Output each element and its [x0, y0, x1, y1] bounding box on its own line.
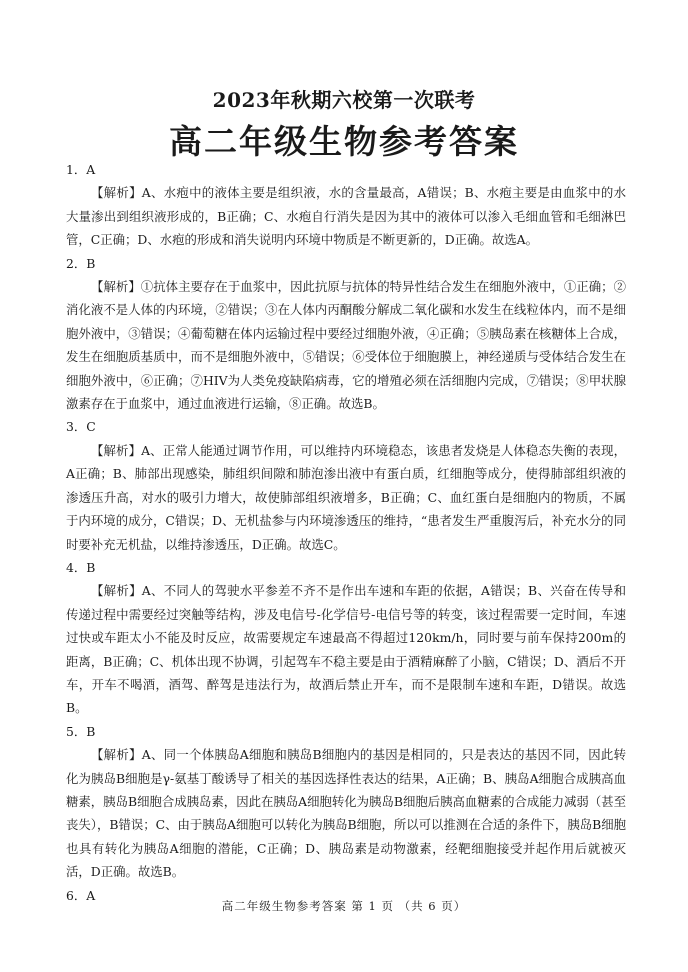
- question-1: [66, 158, 626, 252]
- exam-subtitle: 2023年秋期六校第一次联考: [212, 88, 476, 112]
- question-explanation: 【解析】①抗体主要存在于血浆中，因此抗原与抗体的特异性结合发生在细胞外液中，①正确；②消化液不是人体的内环境，②错误；③在人体内丙酮酸分解成二氧化碳和水发生在线粒体内，而不是细胞外液中，③错误；④葡萄糖在体内运输过程中要经过细胞外液，④正确；⑤胰岛素在核糖体上合成，发生在细胞质基质中，而不是细胞外液中，⑤错误；⑥受体位于细胞膜上，神经递质与受体结合发生在细胞外液中，⑥正确；⑦HIV为人类免疫缺陷病毒，它的增殖必须在活细胞内完成，⑦错误；⑧甲状腺激素存在于血浆中，通过血液进行运输，⑧正确。故选B。: [66, 279, 626, 412]
- question-explanation: 【解析】A、不同人的驾驶水平参差不齐不是作出车速和车距的依据，A错误；B、兴奋在传导和传递过程中需要经过突触等结构，涉及电信号-化学信号-电信号等的转变，该过程需要一定时间，车速过快或车距太小不能及时反应，故需要规定车速最高不得超过120km/h，同时要与前车保持200m的距离，B正确；C、机体出现不协调，引起驾车不稳主要是由于酒精麻醉了小脑，C错误；D、酒后不开车，开车不喝酒，酒驾、醉驾是违法行为，故酒后禁止开车，而不是限制车速和车距，D错误。故选B。: [66, 583, 626, 716]
- question-5: [66, 720, 626, 884]
- page-title: 高二年级生物参考答案: [169, 122, 519, 161]
- answer-content: [66, 158, 626, 907]
- question-number: 3．C: [66, 419, 96, 435]
- question-number: 6．A: [66, 887, 96, 903]
- question-4: [66, 556, 626, 720]
- question-3: [66, 415, 626, 555]
- question-number: 5．B: [66, 723, 96, 739]
- question-number: 2．B: [66, 255, 96, 271]
- page-footer: 高二年级生物参考答案 第 1 页 （共 6 页）: [221, 899, 467, 913]
- question-number: 1．A: [66, 162, 96, 177]
- question-explanation: 【解析】A、正常人能通过调节作用，可以维持内环境稳态，该患者发烧是人体稳态失衡的表现，A正确；B、肺部出现感染，肺组织间隙和肺泡渗出液中有蛋白质，红细胞等成分，使得肺部组织液的渗透压升高，对水的吸引力增大，故使肺部组织液增多，B正确；C、血红蛋白是细胞内的物质，不属于内环境的成分，C错误；D、无机盐参与内环境渗透压的维持，“患者发生严重腹泻后，补充水分的同时要补充无机盐，以维持渗透压，D正确。故选C。: [66, 442, 626, 552]
- question-explanation: 【解析】A、水疱中的液体主要是组织液，水的含量最高，A错误；B、水疱主要是由血浆中的水大量渗出到组织液形成的，B正确；C、水疱自行消失是因为其中的液体可以渗入毛细血管和毛细淋巴管，C正确；D、水疱的形成和消失说明内环境中物质是不断更新的，D正确。故选A。: [66, 185, 626, 248]
- question-2: [66, 252, 626, 416]
- question-explanation: 【解析】A、同一个体胰岛A细胞和胰岛B细胞内的基因是相同的，只是表达的基因不同，因此转化为胰岛B细胞是γ-氨基丁酸诱导了相关的基因选择性表达的结果，A正确；B、胰岛A细胞合成胰高血糖素，胰岛B细胞合成胰岛素，因此在胰岛A细胞转化为胰岛B细胞后胰高血糖素的合成能力减弱（甚至丧失），B错误；C、由于胰岛A细胞可以转化为胰岛B细胞，所以可以推测在合适的条件下，胰岛B细胞也具有转化为胰岛A细胞的潜能，C正确；D、胰岛素是动物激素，经靶细胞接受并起作用后就被灭活，D正确。故选B。: [66, 747, 626, 880]
- question-number: 4．B: [66, 559, 96, 575]
